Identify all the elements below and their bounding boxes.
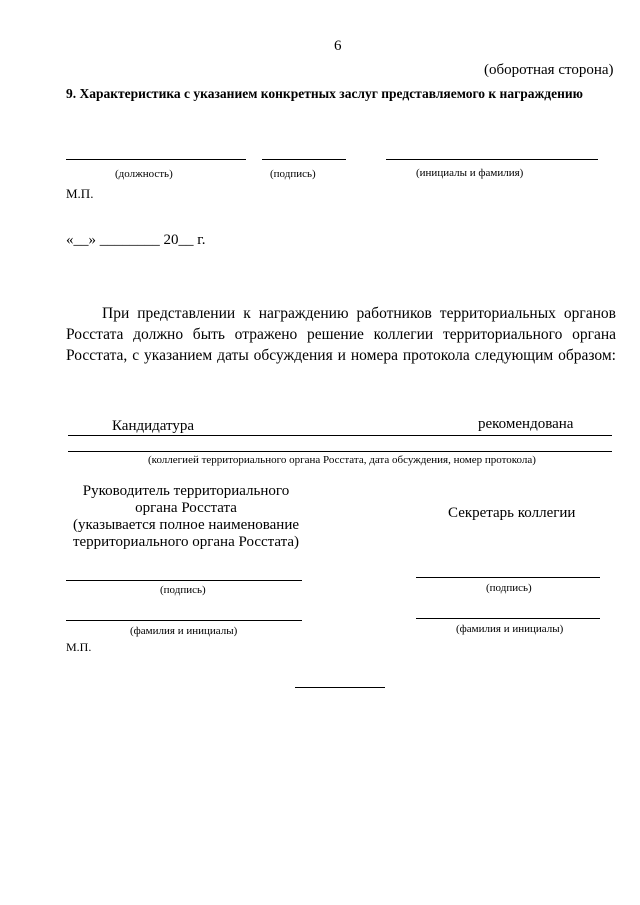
head-of-office-block — [66, 483, 306, 551]
seal-mark-bottom: М.П. — [66, 640, 92, 654]
collegium-caption: (коллегией территориального органа Росстата, дата обсуждения, номер протокола) — [148, 454, 536, 466]
secretary-title: Секретарь коллегии — [448, 505, 576, 521]
secretary-name-label: (фамилия и инициалы) — [456, 623, 564, 635]
head-name-label: (фамилия и инициалы) — [130, 625, 238, 637]
head-line-1: Руководитель территориального — [82, 483, 290, 499]
position-label: (должность) — [115, 168, 173, 180]
head-line-4: территориального органа Росстата) — [72, 534, 300, 550]
end-divider — [295, 687, 385, 688]
initials-line — [386, 159, 598, 160]
signature-label: (подпись) — [270, 168, 316, 180]
head-signature-line — [66, 580, 302, 581]
instruction-paragraph: При представлении к награждению работников территориальных органов Росстата должно быть отражено решение коллегии территориального органа Росстата, с указанием даты обсуждения и номера протокола следующим образом: — [66, 305, 616, 364]
secretary-signature-label: (подпись) — [486, 582, 532, 594]
candidacy-underline — [68, 435, 612, 436]
secretary-name-line — [416, 618, 600, 619]
head-signature-label: (подпись) — [160, 584, 206, 596]
head-line-3: (указывается полное наименование — [72, 517, 300, 533]
reverse-side-note: (оборотная сторона) — [484, 62, 614, 78]
collegium-line — [68, 451, 612, 452]
signature-line — [262, 159, 346, 160]
section-9-title: 9. Характеристика с указанием конкретных заслуг представляемого к награждению — [66, 86, 583, 101]
initials-surname-label: (инициалы и фамилия) — [416, 167, 524, 179]
date-line: «__» ________ 20__ г. — [66, 232, 206, 248]
page-number: 6 — [334, 38, 342, 54]
head-name-line — [66, 620, 302, 621]
candidacy-word: Кандидатура — [112, 418, 195, 434]
secretary-signature-line — [416, 577, 600, 578]
head-line-2: органа Росстата — [135, 500, 237, 516]
seal-mark: М.П. — [66, 186, 94, 201]
position-line — [66, 159, 246, 160]
recommended-word: рекомендована — [478, 416, 574, 432]
